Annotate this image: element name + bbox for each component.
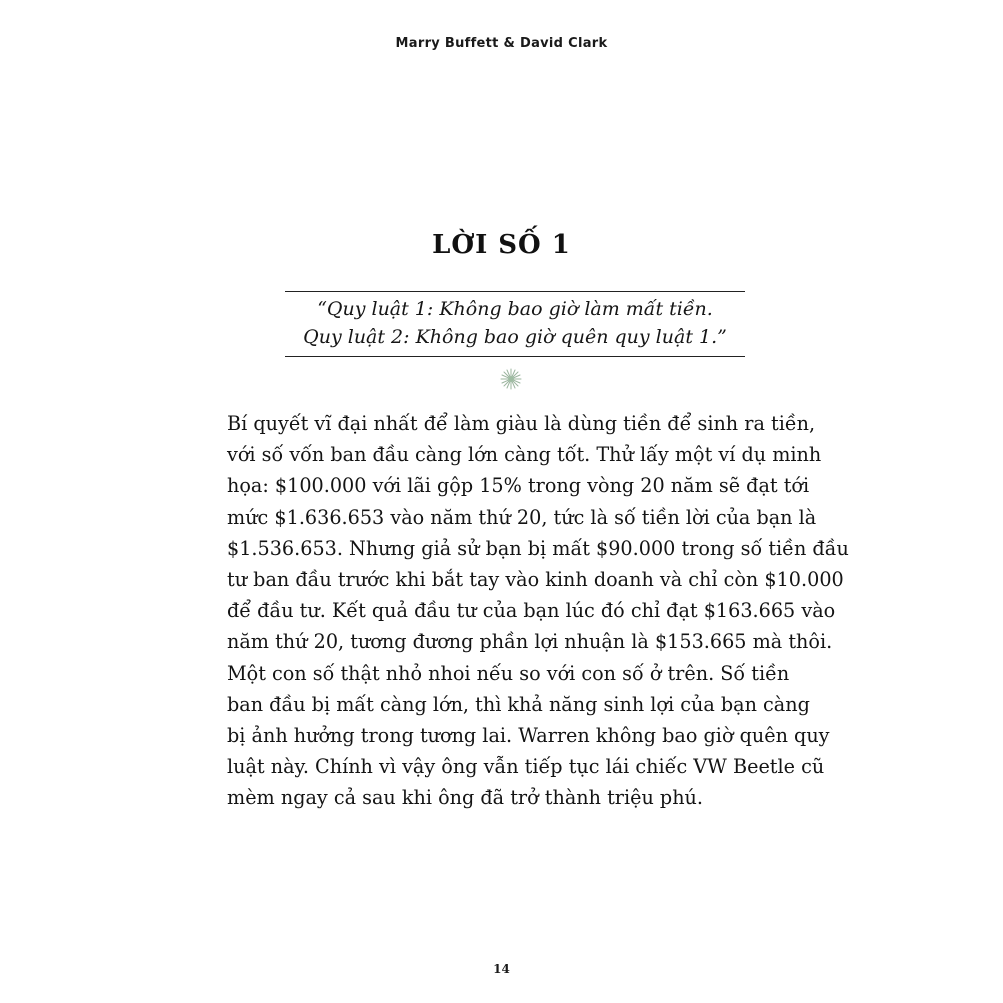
chapter-title: LỜI SỐ 1	[432, 230, 571, 260]
body-line: mèm ngay cả sau khi ông đã trở thành triệu phú.	[227, 786, 704, 810]
body-line: tư ban đầu trước khi bắt tay vào kinh doanh và chỉ còn $10.000	[227, 568, 844, 592]
body-line: Bí quyết vĩ đại nhất để làm giàu là dùng tiền để sinh ra tiền,	[227, 412, 816, 435]
body-line: bị ảnh hưởng trong tương lai. Warren không bao giờ quên quy	[227, 724, 830, 748]
body-line: năm thứ 20, tương đương phần lợi nhuận là $153.665 mà thôi.	[227, 630, 833, 654]
body-line: ban đầu bị mất càng lớn, thì khả năng sinh lợi của bạn càng	[227, 692, 810, 716]
body-line: luật này. Chính vì vậy ông vẫn tiếp tục lái chiếc VW Beetle cũ	[227, 755, 825, 779]
epigraph	[285, 291, 745, 357]
body-paragraph	[227, 408, 849, 814]
starburst-ornament-icon	[500, 368, 522, 390]
body-line: họa: $100.000 với lãi gộp 15% trong vòng 20 năm sẽ đạt tới	[227, 474, 810, 498]
body-line: với số vốn ban đầu càng lớn càng tốt. Thử lấy một ví dụ minh	[227, 443, 822, 467]
body-line: $1.536.653. Nhưng giả sử bạn bị mất $90.000 trong số tiền đầu	[227, 536, 849, 560]
body-line: mức $1.636.653 vào năm thứ 20, tức là số tiền lời của bạn là	[227, 505, 817, 529]
epigraph-line: Quy luật 2: Không bao giờ quên quy luật 1.”	[303, 326, 727, 348]
body-line: Một con số thật nhỏ nhoi nếu so với con số ở trên. Số tiền	[227, 661, 790, 685]
running-head: Marry Buffett & David Clark	[395, 36, 608, 51]
page-number: 14	[493, 962, 510, 976]
epigraph-line: “Quy luật 1: Không bao giờ làm mất tiền.	[317, 298, 713, 320]
body-line: để đầu tư. Kết quả đầu tư của bạn lúc đó chỉ đạt $163.665 vào	[227, 599, 836, 623]
